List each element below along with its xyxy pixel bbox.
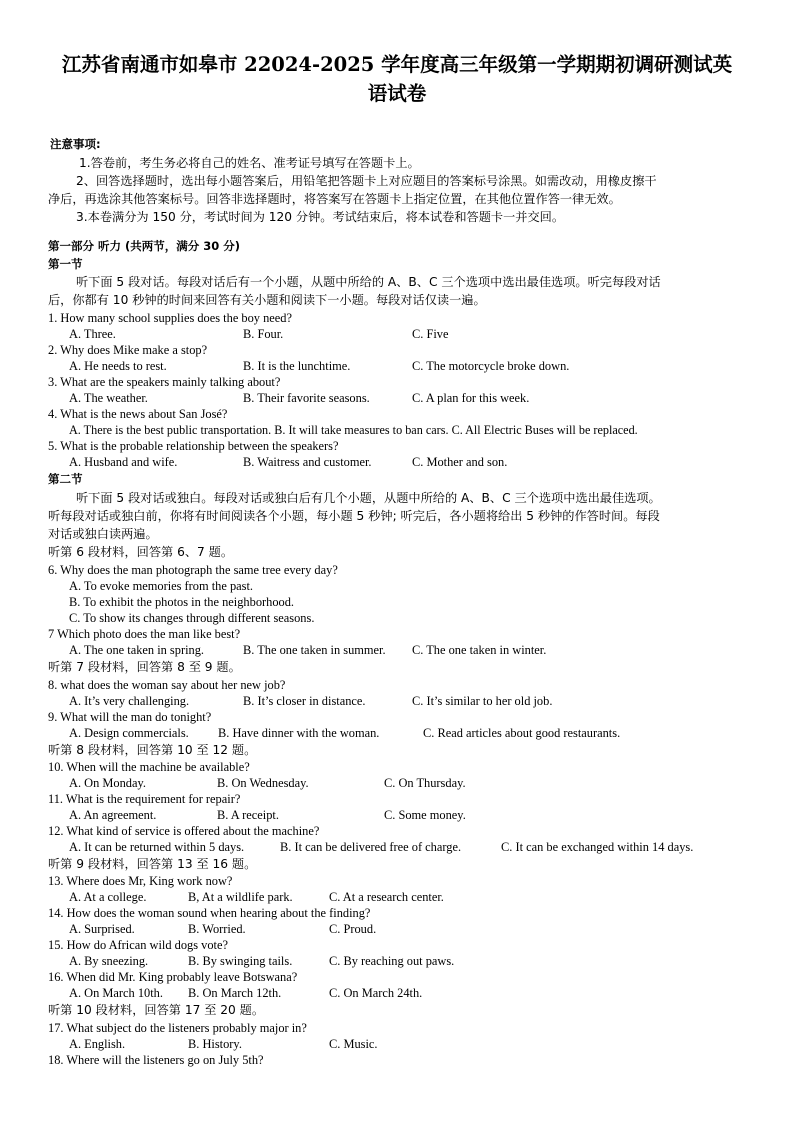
- notice-item-3: 3.本卷满分为 150 分，考试时间为 120 分钟。考试结束后，将本试卷和答题卡一并交回。: [76, 210, 565, 224]
- q17-option-b: B. History.: [188, 1037, 242, 1051]
- notice-heading: 注意事项:: [50, 137, 101, 151]
- q15-option-a: A. By sneezing.: [69, 954, 149, 968]
- q1-option-c: C. Five: [412, 327, 449, 341]
- question-15: 15. How do African wild dogs vote?: [48, 938, 228, 952]
- q14-option-c: C. Proud.: [329, 922, 377, 936]
- q9-option-c: C. Read articles about good restaurants.: [423, 726, 621, 740]
- q13-option-c: C. At a research center.: [329, 890, 444, 904]
- material-10-heading: 听第 10 段材料，回答第 17 至 20 题。: [48, 1003, 265, 1017]
- q4-options: A. There is the best public transportation. B. It will take measures to ban cars. C. All Electric Buses will be replaced.: [69, 423, 638, 437]
- q2-option-c: C. The motorcycle broke down.: [412, 359, 570, 373]
- q2-option-b: B. It is the lunchtime.: [243, 359, 351, 373]
- question-13: 13. Where does Mr, King work now?: [48, 874, 233, 888]
- q6-option-b: B. To exhibit the photos in the neighborhood.: [69, 595, 295, 609]
- q17-option-a: A. English.: [69, 1037, 126, 1051]
- question-18: 18. Where will the listeners go on July 5th?: [48, 1053, 264, 1067]
- q6-option-a: A. To evoke memories from the past.: [69, 579, 254, 593]
- section2-instructions-2: 听每段对话或独白前，你将有时间阅读各个小题，每小题 5 秒钟; 听完后，各小题将给出 5 秒钟的作答时间。每段: [48, 509, 660, 523]
- title-line-1: 江苏省南通市如皋市 22024-2025 学年度高三年级第一学期期初调研测试英: [61, 53, 733, 76]
- part1-heading: 第一部分 听力 (共两节，满分 30 分): [48, 239, 241, 253]
- q5-option-a: A. Husband and wife.: [69, 455, 178, 469]
- question-3: 3. What are the speakers mainly talking about?: [48, 375, 281, 389]
- q1-option-a: A. Three.: [69, 327, 116, 341]
- question-10: 10. When will the machine be available?: [48, 760, 250, 774]
- question-6: 6. Why does the man photograph the same tree every day?: [48, 563, 338, 577]
- q11-option-b: B. A receipt.: [217, 808, 279, 822]
- question-8: 8. what does the woman say about her new job?: [48, 678, 286, 692]
- question-5: 5. What is the probable relationship between the speakers?: [48, 439, 339, 453]
- q11-option-a: A. An agreement.: [69, 808, 157, 822]
- q9-option-b: B. Have dinner with the woman.: [218, 726, 380, 740]
- q15-option-b: B. By swinging tails.: [188, 954, 293, 968]
- q16-option-a: A. On March 10th.: [69, 986, 163, 1000]
- q6-option-c: C. To show its changes through different seasons.: [69, 611, 315, 625]
- notice-item-1: 1.答卷前，考生务必将自己的姓名、准考证号填写在答题卡上。: [79, 156, 420, 170]
- q9-option-a: A. Design commercials.: [69, 726, 189, 740]
- question-9: 9. What will the man do tonight?: [48, 710, 212, 724]
- question-16: 16. When did Mr. King probably leave Botswana?: [48, 970, 298, 984]
- q10-option-b: B. On Wednesday.: [217, 776, 309, 790]
- q7-option-c: C. The one taken in winter.: [412, 643, 547, 657]
- material-8-heading: 听第 8 段材料，回答第 10 至 12 题。: [48, 743, 257, 757]
- q3-option-b: B. Their favorite seasons.: [243, 391, 370, 405]
- material-7-heading: 听第 7 段材料，回答第 8 至 9 题。: [48, 660, 241, 674]
- q8-option-c: C. It’s similar to her old job.: [412, 694, 553, 708]
- title-line-2: 语试卷: [367, 82, 427, 105]
- q11-option-c: C. Some money.: [384, 808, 466, 822]
- section1-instructions-1: 听下面 5 段对话。每段对话后有一个小题，从题中所给的 A、B、C 三个选项中选出最佳选项。听完每段对话: [76, 275, 661, 289]
- material-6-heading: 听第 6 段材料，回答第 6、7 题。: [48, 545, 234, 559]
- notice-item-2-cont: 净后，再选涂其他答案标号。回答非选择题时，将答案写在答题卡上指定位置，在其他位置作答一律无效。: [48, 192, 621, 206]
- q12-option-b: B. It can be delivered free of charge.: [280, 840, 462, 854]
- q12-option-a: A. It can be returned within 5 days.: [69, 840, 245, 854]
- q5-option-c: C. Mother and son.: [412, 455, 508, 469]
- q8-option-b: B. It’s closer in distance.: [243, 694, 366, 708]
- q3-option-c: C. A plan for this week.: [412, 391, 530, 405]
- q2-option-a: A. He needs to rest.: [69, 359, 167, 373]
- q3-option-a: A. The weather.: [69, 391, 148, 405]
- material-9-heading: 听第 9 段材料，回答第 13 至 16 题。: [48, 857, 257, 871]
- q10-option-a: A. On Monday.: [69, 776, 146, 790]
- q8-option-a: A. It’s very challenging.: [69, 694, 190, 708]
- question-4: 4. What is the news about San José?: [48, 407, 228, 421]
- q16-option-c: C. On March 24th.: [329, 986, 423, 1000]
- section2-instructions-1: 听下面 5 段对话或独白。每段对话或独白后有几个小题，从题中所给的 A、B、C 三个选项中选出最佳选项。: [76, 491, 661, 505]
- question-14: 14. How does the woman sound when hearing about the finding?: [48, 906, 371, 920]
- section2-instructions-3: 对话或独白读两遍。: [48, 527, 158, 541]
- q7-option-b: B. The one taken in summer.: [243, 643, 386, 657]
- question-2: 2. Why does Mike make a stop?: [48, 343, 208, 357]
- q16-option-b: B. On March 12th.: [188, 986, 282, 1000]
- q13-option-b: B, At a wildlife park.: [188, 890, 293, 904]
- section1-instructions-2: 后，你都有 10 秒钟的时间来回答有关小题和阅读下一小题。每段对话仅读一遍。: [48, 293, 486, 307]
- q13-option-a: A. At a college.: [69, 890, 147, 904]
- q14-option-a: A. Surprised.: [69, 922, 135, 936]
- question-12: 12. What kind of service is offered about the machine?: [48, 824, 320, 838]
- q12-option-c: C. It can be exchanged within 14 days.: [501, 840, 694, 854]
- q15-option-c: C. By reaching out paws.: [329, 954, 455, 968]
- section1-heading: 第一节: [48, 257, 83, 271]
- q1-option-b: B. Four.: [243, 327, 284, 341]
- q10-option-c: C. On Thursday.: [384, 776, 466, 790]
- q17-option-c: C. Music.: [329, 1037, 378, 1051]
- q14-option-b: B. Worried.: [188, 922, 246, 936]
- question-1: 1. How many school supplies does the boy need?: [48, 311, 292, 325]
- question-7: 7 Which photo does the man like best?: [48, 627, 241, 641]
- notice-item-2: 2、回答选择题时，选出每小题答案后，用铅笔把答题卡上对应题目的答案标号涂黑。如需改动，用橡皮擦干: [76, 174, 657, 188]
- q5-option-b: B. Waitress and customer.: [243, 455, 372, 469]
- document-title: [40, 50, 754, 108]
- q7-option-a: A. The one taken in spring.: [69, 643, 205, 657]
- question-17: 17. What subject do the listeners probably major in?: [48, 1021, 307, 1035]
- section2-heading: 第二节: [48, 472, 83, 486]
- question-11: 11. What is the requirement for repair?: [48, 792, 241, 806]
